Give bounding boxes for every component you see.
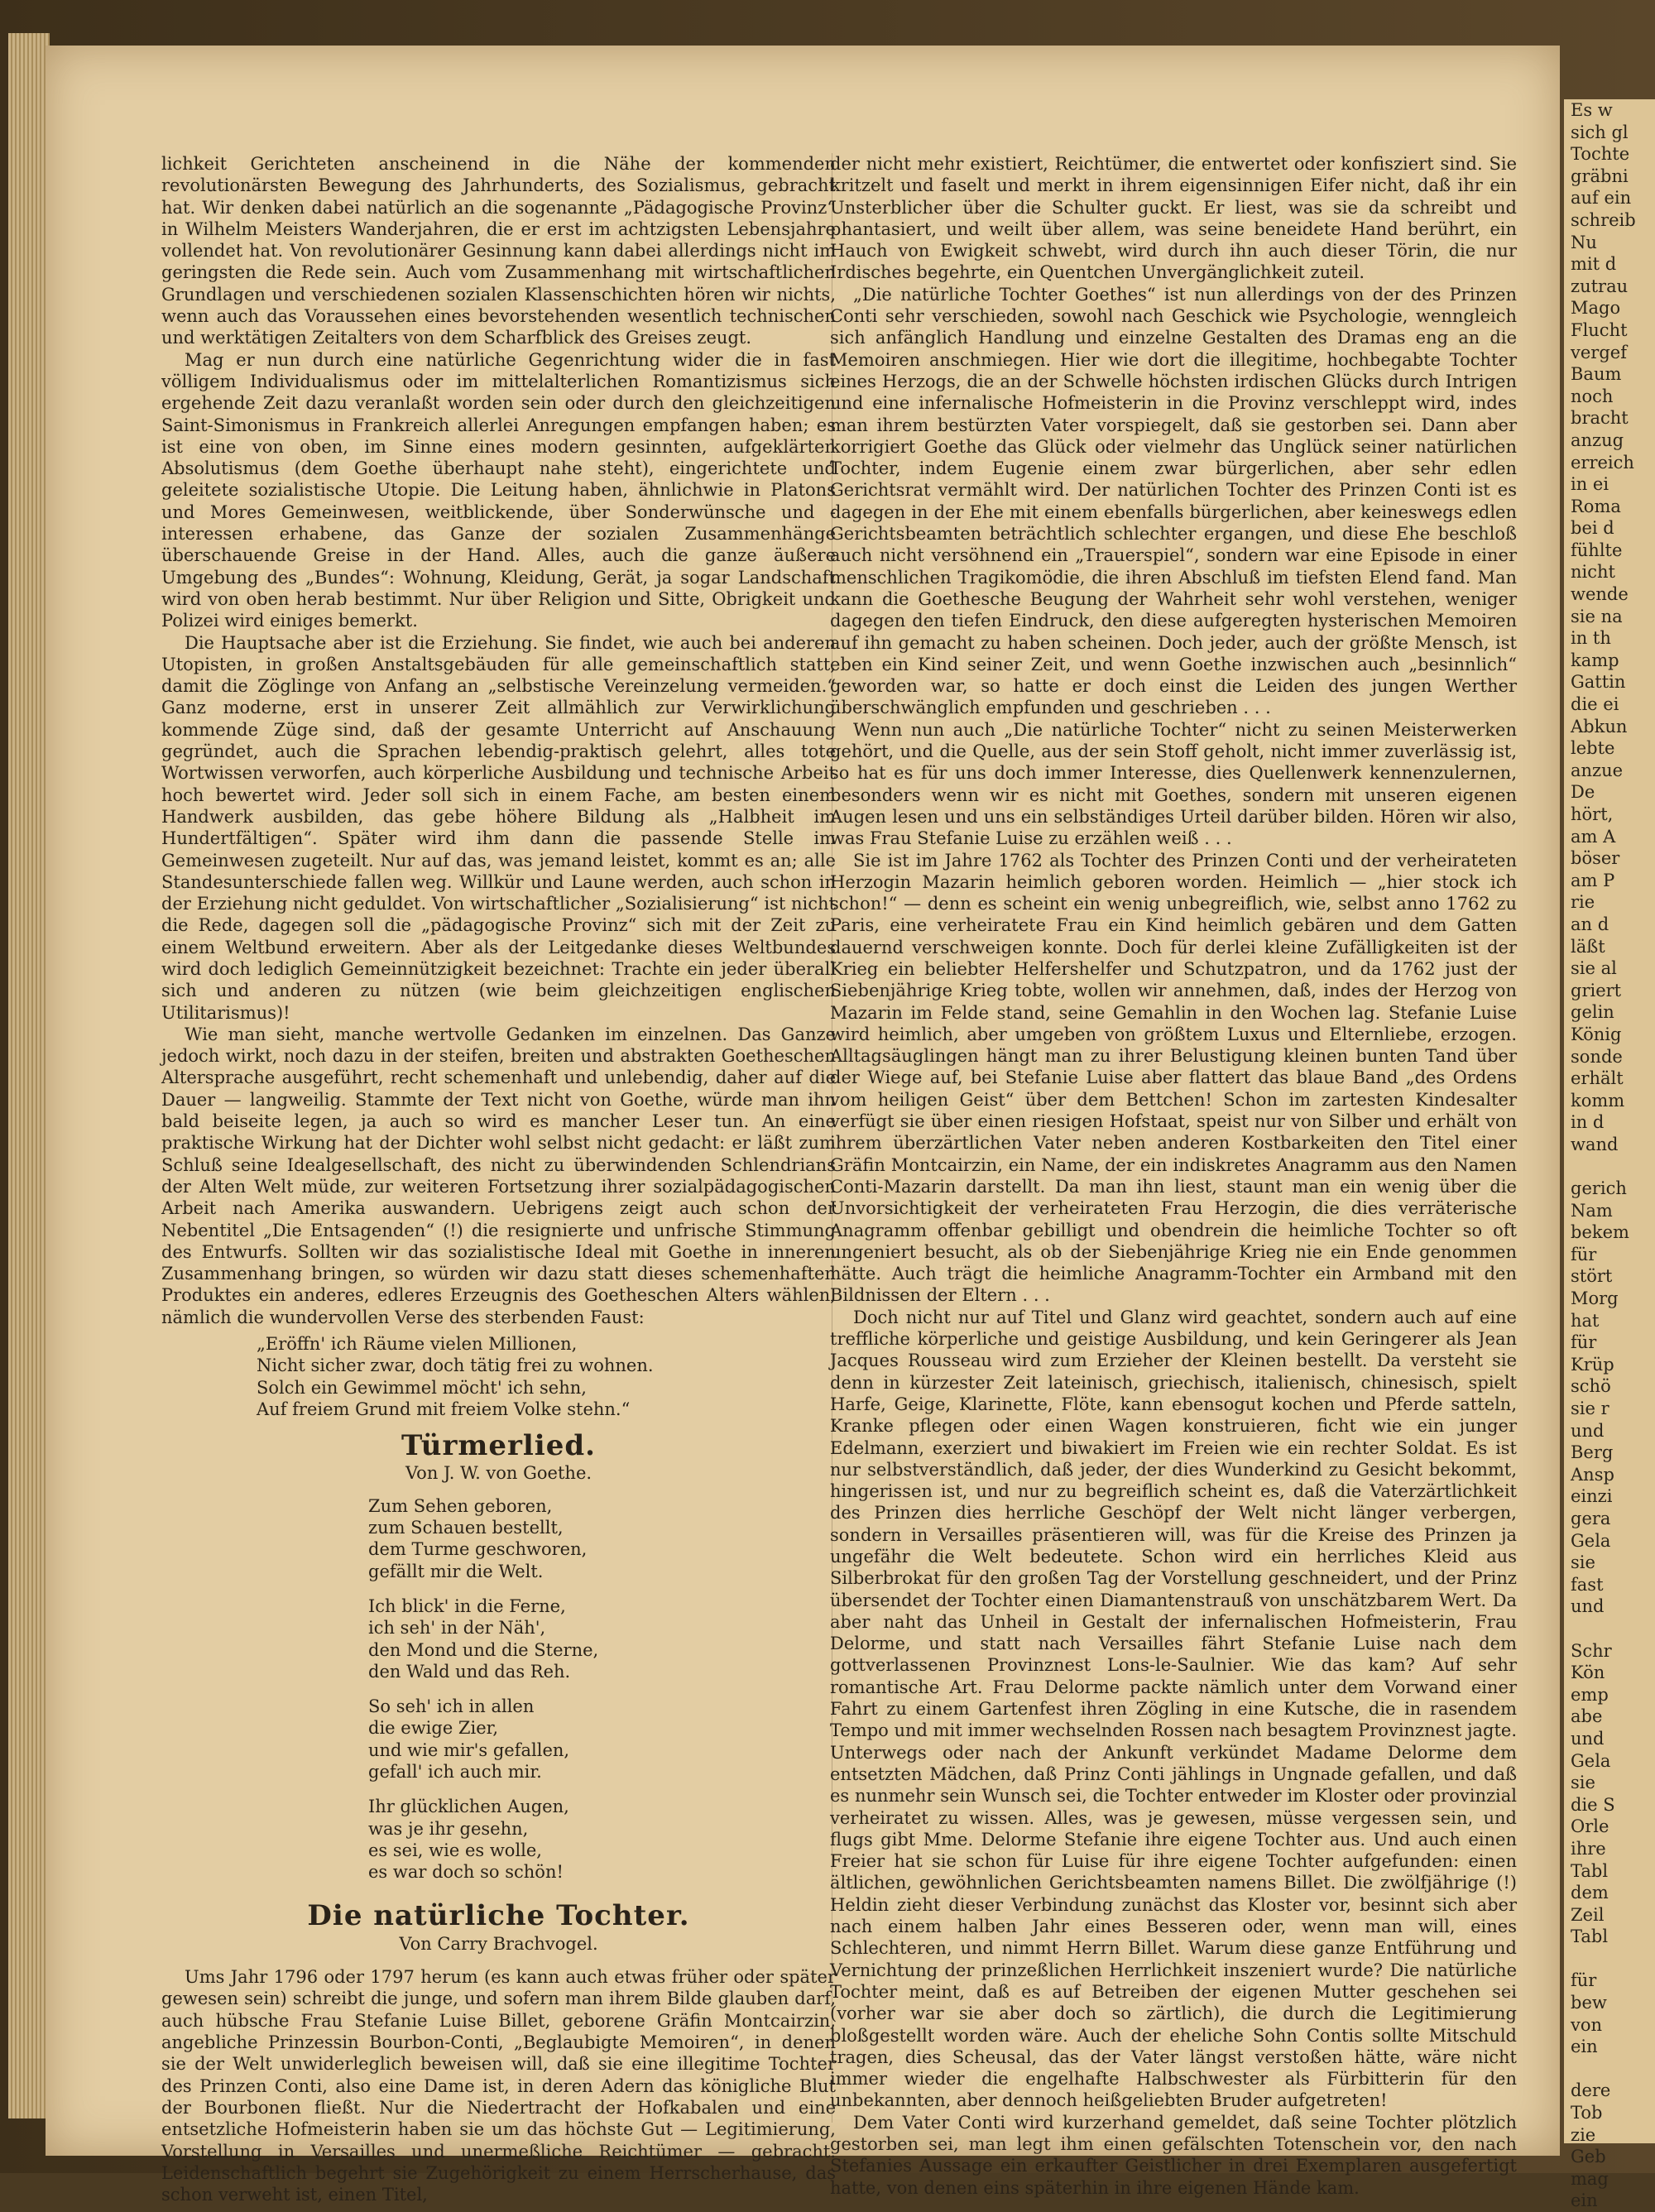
stanza-line: gefällt mir die Welt. — [368, 1561, 544, 1581]
facing-page-line: Tochte — [1571, 144, 1630, 165]
facing-page-line: wand — [1571, 1134, 1619, 1154]
paragraph: „Die natürliche Tochter Goethes“ ist nun allerdings von der des Prinzen Conti sehr verschieden, sowohl nach Geschick wie Psychologie, wenngleich sich anfänglich Handlung und einzelne Gestalten des Dramas eng an die Memoiren anschmiegen. Hier wie dort die illegitime, hochbegabte Tochter eines Herzogs, die an der Schwelle höchsten irdischen Glücks durch Intrigen und eine infernalische Hofmeisterin in die Provinz verschleppt wird, indes man ihrem bestürzten Vater vorspiegelt, daß sie gestorben sei. Dann aber korrigiert Goethe das Glück oder vielmehr das Unglück seiner natürlichen Tochter, indem Eugenie einem zwar bürgerlichen, aber sehr edlen Gerichtsrat vermählt wird. Der natürlichen Tochter des Prinzen Conti ist es dagegen in der Ehe mit einem ebenfalls bürgerlichen, aber keineswegs edlen Gerichtsbeamten beträchtlich schlechter ergangen, und diese Ehe beschloß auch nicht versöhnend ein „Trauerspiel“, sondern war eine Episode in einer menschlichen Tragikomödie, die ihren Abschluß im tiefsten Elend fand. Man kann die Goethesche Beugung der Wahrheit sehr wohl verstehen, weniger dagegen den tiefen Eindruck, den diese aufgeregten hysterischen Memoiren auf ihn gemacht zu haben scheinen. Doch jeder, auch der größte Mensch, ist eben ein Kind seiner Zeit, und wenn Goethe inzwischen auch „besinnlich“ geworden war, so hatte er doch einst die Leiden des jungen Werther überschwänglich empfunden und geschrieben . . . — [830, 284, 1517, 718]
facing-page-line: bew — [1571, 1993, 1607, 2013]
facing-page-line: wende — [1571, 584, 1629, 605]
facing-page-line: Schr — [1571, 1640, 1612, 1661]
facing-page-line: gelin — [1571, 1002, 1614, 1023]
verse-line: Nicht sicher zwar, doch tätig frei zu wohnen. — [257, 1356, 654, 1376]
faust-quote — [257, 1333, 836, 1420]
facing-page-line: sie — [1571, 1552, 1595, 1573]
article-byline: Von Carry Brachvogel. — [399, 1933, 598, 1954]
facing-page-line: fast — [1571, 1574, 1604, 1595]
facing-page-line: Flucht — [1571, 319, 1628, 340]
facing-page-line: erreich — [1571, 452, 1634, 473]
stanza-line: und wie mir's gefallen, — [368, 1739, 570, 1760]
facing-page-line — [1564, 1618, 1655, 1640]
paragraph: lichkeit Gerichteten anscheinend in die Nähe der kommenden revolutionärsten Bewegung des Jahrhunderts, des Sozialismus, gebracht hat. Wir denken dabei natürlich an die sogenannte „Pädagogische Provinz“ in Wilhelm Meisters Wanderjahren, die er erst im achtzigsten Lebensjahre vollendet hat. Von revolutionärer Gesinnung kann dabei allerdings nicht im geringsten die Rede sein. Auch vom Zusammenhang mit wirtschaftlichen Grundlagen und verschiedenen sozialen Klassenschichten hören wir nichts, wenn auch das Voraussehen eines bevorstehenden wesentlich technischen und werktätigen Zeitalters von dem Scharfblick des Greises zeugt. — [161, 154, 836, 348]
facing-page-line: für — [1571, 1332, 1597, 1353]
facing-page-line: Gattin — [1571, 672, 1626, 693]
stanza-line: was je ihr gesehn, — [368, 1818, 529, 1839]
facing-page-line: dem — [1571, 1883, 1609, 1903]
facing-page-line: abe — [1571, 1706, 1603, 1727]
facing-page-line: in d — [1571, 1112, 1605, 1133]
facing-page-line: komm — [1571, 1090, 1625, 1111]
stanza-line: Zum Sehen geboren, — [368, 1495, 553, 1516]
facing-page-line: nicht — [1571, 562, 1615, 583]
facing-page-line: ein — [1571, 2037, 1598, 2057]
paragraph: Wie man sieht, manche wertvolle Gedanken im einzelnen. Das Ganze jedoch wirkt, noch dazu in der steifen, breiten und abstrakten Goetheschen Altersprache ausgeführt, recht schemenhaft und unlebendig, daher auf die Dauer — langweilig. Stammte der Text nicht von Goethe, würde man ihn bald beiseite legen, ja auch so wird es mancher Leser tun. An eine praktische Wirkung hat der Dichter wohl selbst nicht gedacht: er läßt zum Schluß seine Idealgesellschaft, des nicht zu überwindenden Schlendrians der Alten Welt müde, zur weiteren Fortsetzung ihrer sozialpädagogischen Arbeit nach Amerika auswandern. Uebrigens zeigt auch schon der Nebentitel „Die Entsagenden“ (!) die resignierte und unfrische Stimmung des Entwurfs. Sollten wir das sozialistische Ideal mit Goethe in inneren Zusammenhang bringen, so würden wir dazu statt dieses schemenhaften Produktes ein anderes, edleres Erzeugnis des Goetheschen Alters wählen, nämlich die wundervollen Verse des sterbenden Faust: — [161, 1024, 836, 1327]
facing-page-line: stört — [1571, 1266, 1613, 1287]
stanza-line: den Mond und die Sterne, — [368, 1639, 599, 1660]
facing-page-line: schö — [1571, 1376, 1611, 1397]
facing-page-line: die ei — [1571, 694, 1619, 715]
facing-page-line: gerich — [1571, 1178, 1627, 1199]
facing-page-line: zie — [1571, 2124, 1596, 2145]
facing-page-line: rie — [1571, 892, 1595, 913]
facing-page-line: sie al — [1571, 958, 1617, 979]
stanza-line: den Wald und das Reh. — [368, 1661, 571, 1682]
facing-page-line: erhält — [1571, 1068, 1624, 1089]
paragraph: Doch nicht nur auf Titel und Glanz wird geachtet, sondern auch auf eine treffliche körperliche und geistige Ausbildung, und kein Geringerer als Jean Jacques Rousseau wird zum Erzieher der Kleinen bestellt. Da versteht sie denn in kürzester Zeit lateinisch, griechisch, italienisch, chinesisch, spielt Harfe, Geige, Klarinette, Flöte, kann ebensogut kochen und Pferde satteln, Kranke pflegen oder einen Wagen konstruieren, ficht wie ein junger Edelmann, exerziert und biwakiert im Freien wie ein rechter Soldat. Es ist nur selbstverständlich, daß jeder, der dies Wunderkind zu Gesicht bekommt, hingerissen ist, und nur zu begreiflich scheint es, daß die Vaterzärtlichkeit des Prinzen dies herrliche Geschöpf der Welt nicht länger verbergen, sondern in Versailles präsentieren will, was für die Kreise des Prinzen ja ungefähr die Welt bedeutete. Schon wird ein herrliches Kleid aus Silberbrokat für den großen Tag der Vorstellung geschneidert, und der Prinz übersendet der Tochter einen Diamantenstrauß von unschätzbarem Wert. Da aber naht das Unheil in Gestalt der infernalischen Hofmeisterin, Frau Delorme, und statt nach Versailles fährt Stefanie Luise nach dem gottverlassenen Provinznest Lons-le-Saulnier. Wie das kam? Auf sehr romantische Art. Frau Delorme packte nämlich unter dem Vorwand einer Fahrt zu einem Gartenfest ihren Zögling in eine Kutsche, die in rasendem Tempo und mit immer wechselnden Rossen nach besagtem Provinznest jagte. Unterwegs oder nach der Ankunft verkündet Madame Delorme dem entsetzten Mädchen, daß Prinz Conti jählings in Ungnade gefallen, und daß es nunmehr sein Wunsch sei, die Tochter entweder im Kloster oder provinzial verheiratet zu wissen. Alles, was je gewesen, müsse vergessen sein, und flugs gibt Mme. Delorme Stefanie ihre eigene Tochter aus. Und auch einen Freier hat sie schon für Luise für ihre eigene Tochter aufgefunden: einen ältlichen, gewöhnlichen Gerichtsbeamten namens Billet. Die zwölfjährige (!) Heldin zieht dieser Verbindung zunächst das Kloster vor, besinnt sich aber nach einem halben Jahr eines Besseren oder, wenn man will, eines Schlechteren, und nimmt Herrn Billet. Warum diese ganze Entführung und Vernichtung der prinzeßlichen Herrlichkeit inszeniert wurde? Die natürliche Tochter meint, daß es auf Betreiben der eigenen Mutter geschehen sei (vorher war sie aber doch so zärtlich), die durch die Legitimierung bloßgestellt worden wäre. Auch der eheliche Sohn Contis sollte Mitschuld tragen, dies Scheusal, das der Vater längst verstoßen hätte, wäre nicht immer wieder die engelhafte Halbschwester als Fürbitterin für den unbekannten, aber dennoch heißgeliebten Bruder aufgetreten! — [830, 1307, 1517, 2111]
article-title: Die natürliche Tochter. — [307, 1898, 690, 1932]
facing-page-line: böser — [1571, 848, 1620, 869]
facing-page-line: und — [1571, 1596, 1605, 1617]
paragraph: der nicht mehr existiert, Reichtümer, die entwertet oder konfisziert sind. Sie kritzelt und faselt und merkt in ihrem eigensinnigen Eifer nicht, daß ihr ein Unsterblicher über die Schulter guckt. Er liest, was sie da schreibt und phantasiert, und weilt über allem, was seine beneidete Hand berührt, ein Hauch von Ewigkeit schwebt, wird durch ihn auch dieser Törin, die nur Irdisches begehrte, ein Quentchen Unvergänglichkeit zuteil. — [830, 154, 1517, 283]
facing-page-line: Es w — [1571, 100, 1613, 120]
facing-page-line: fühlte — [1571, 540, 1623, 560]
stanza-line: zum Schauen bestellt, — [368, 1518, 564, 1538]
facing-page-line: vergef — [1571, 342, 1627, 362]
facing-page-line: Tob — [1571, 2103, 1603, 2123]
facing-page-line: und — [1571, 1420, 1605, 1441]
poem-byline: Von J. W. von Goethe. — [405, 1462, 592, 1483]
facing-page-line: auf ein — [1571, 188, 1632, 209]
page-stack-edge — [8, 33, 50, 2118]
facing-page-line: anzue — [1571, 760, 1624, 780]
right-column — [830, 153, 1517, 2199]
stanza — [161, 1495, 836, 1582]
stanza-line: Ich blick' in die Ferne, — [368, 1596, 566, 1616]
facing-page-line: Orle — [1571, 1816, 1609, 1837]
facing-page-line: hört, — [1571, 804, 1614, 824]
facing-page-line: Nu — [1571, 232, 1597, 252]
facing-page-line: zutrau — [1571, 276, 1629, 296]
facing-page-line: Roma — [1571, 496, 1621, 516]
facing-page-line: sie — [1571, 1773, 1595, 1793]
stanza-line: es war doch so schön! — [368, 1862, 564, 1883]
facing-page-line: hat — [1571, 1310, 1600, 1331]
paragraph: Mag er nun durch eine natürliche Gegenrichtung wider die in fast völligem Individualismus oder im mittelalterlichen Romantizismus sich ergehende Zeit dazu veranlaßt worden sein oder durch den gleichzeitigen Saint-Simonismus in Frankreich allerlei Anregungen empfangen haben; es ist eine von oben, im Sinne eines modern gesinnten, aufgeklärten Absolutismus (dem Goethe überhaupt nahe steht), eingerichtete und geleitete sozialistische Utopie. Die Leitung haben, ähnlichwie in Platons und Mores Gemeinwesen, weitblickende, über Sonderwünsche und -interessen erhabene, das Ganze der sozialen Zusammenhänge überschauende Greise in der Hand. Alles, auch die ganze äußere Umgebung des „Bundes“: Wohnung, Kleidung, Gerät, ja sogar Landschaft wird von oben herab bestimmt. Nur über Religion und Sitte, Obrigkeit und Polizei wird einiges bemerkt. — [161, 349, 836, 631]
facing-page-line: sonde — [1571, 1046, 1623, 1067]
facing-page-line: Berg — [1571, 1442, 1614, 1463]
paragraph: Wenn nun auch „Die natürliche Tochter“ nicht zu seinen Meisterwerken gehört, und die Quelle, aus der sein Stoff geholt, nicht immer zuverlässig ist, so hat es für uns doch immer Interesse, dies Quellenwerk kennenzulernen, besonders wenn wir es nicht mit Goethes, sondern mit unseren eigenen Augen lesen und uns ein selbständiges Urteil darüber bilden. Hören wir also, was Frau Stefanie Luise zu erzählen weiß . . . — [830, 719, 1517, 849]
facing-page-line: mit d — [1571, 254, 1617, 275]
facing-page-line: und — [1571, 1728, 1605, 1749]
facing-page-line: bracht — [1571, 408, 1629, 429]
facing-page-line: Gela — [1571, 1530, 1611, 1551]
stanza-line: die ewige Zier, — [368, 1718, 499, 1739]
facing-page-line: lebte — [1571, 738, 1615, 759]
facing-page-line: Abkun — [1571, 716, 1628, 737]
facing-page-line — [1564, 1948, 1655, 1970]
facing-page-line: Ansp — [1571, 1464, 1614, 1485]
facing-page-line — [1564, 1156, 1655, 1178]
facing-page-edge — [1564, 99, 1655, 2211]
facing-page-line: Mago — [1571, 298, 1621, 319]
facing-page-line: für — [1571, 1244, 1597, 1264]
facing-page-line: dere — [1571, 2080, 1611, 2101]
facing-page-line: schreib — [1571, 209, 1636, 230]
left-column — [161, 153, 836, 2205]
stanza-line: Ihr glücklichen Augen, — [368, 1797, 569, 1817]
facing-page-line: die S — [1571, 1794, 1615, 1815]
facing-page-line: gera — [1571, 1509, 1611, 1528]
facing-page-line: einzi — [1571, 1486, 1613, 1507]
stanza-line: gefall' ich auch mir. — [368, 1762, 542, 1783]
facing-page-line: Tabl — [1571, 1860, 1609, 1881]
facing-page-line: Kön — [1571, 1663, 1605, 1683]
stanza-line: ich seh' in der Näh', — [368, 1618, 546, 1639]
facing-page-line: emp — [1571, 1684, 1609, 1705]
facing-page-line: sie na — [1571, 606, 1623, 626]
facing-page-line: an d — [1571, 914, 1609, 934]
paragraph: Die Hauptsache aber ist die Erziehung. Sie findet, wie auch bei anderen Utopisten, in großen Anstaltsgebäuden für alle gemeinschaftlich statt, damit die Zöglinge von Anfang an „selbstische Vereinzelung vermeiden.“ Ganz moderne, erst in unserer Zeit allmählich zur Verwirklichung kommende Züge sind, daß der gesamte Unterricht auf Anschauung gegründet, auch die Sprachen lebendig-praktisch gelehrt, alles tote Wortwissen verworfen, auch körperliche Ausbildung und technische Arbeit hoch bewertet wird. Jeder soll sich in einem Fache, am besten einem Handwerk ausbilden, das gebe höhere Bildung als „Halbheit im Hundertfältigen“. Später wird ihm dann die passende Stelle im Gemeinwesen zugeteilt. Nur auf das, was jemand leistet, kommt es an; alle Standesunterschiede fallen weg. Willkür und Laune werden, auch schon in der Erziehung nicht geduldet. Von wirtschaftlicher „Sozialisierung“ ist nicht die Rede, dagegen soll die „pädagogische Provinz“ sich mit der Zeit zu einem Weltbund erweitern. Aber als der Leitgedanke dieses Weltbundes wird doch lediglich Gemeinnützigkeit bezeichnet: Trachte ein jeder überall sich und anderen zu nützen (wie beim gleichzeitigen englischen Utilitarismus)! — [161, 632, 836, 1023]
facing-page-line: Baum — [1571, 364, 1622, 385]
verse-line: „Eröffn' ich Räume vielen Millionen, — [257, 1334, 578, 1355]
stanza-line: dem Turme geschworen, — [368, 1539, 588, 1560]
facing-page-line: bekem — [1571, 1222, 1629, 1243]
facing-page-line: gräbni — [1571, 166, 1629, 186]
stanza — [161, 1595, 836, 1682]
facing-page-line: sich gl — [1571, 122, 1629, 142]
facing-page-line: bei d — [1571, 518, 1614, 539]
stanza-line: es sei, wie es wolle, — [368, 1840, 542, 1860]
facing-page-line: sie r — [1571, 1399, 1609, 1419]
verse-line: Solch ein Gewimmel möcht' ich sehn, — [257, 1377, 587, 1398]
stanza — [161, 1696, 836, 1783]
facing-page-line: griert — [1571, 980, 1622, 1000]
stanza — [161, 1796, 836, 1883]
facing-page-line: von — [1571, 2014, 1603, 2035]
facing-page-line — [1564, 2058, 1655, 2080]
facing-page-line: Geb — [1571, 2147, 1606, 2167]
facing-page-line: Gela — [1571, 1750, 1611, 1771]
stanza-line: So seh' ich in allen — [368, 1696, 535, 1717]
facing-page-line: König — [1571, 1024, 1622, 1044]
facing-page-line: De — [1571, 782, 1595, 803]
facing-page-line: Tabl — [1571, 1927, 1609, 1947]
facing-page-line: ihre — [1571, 1838, 1606, 1859]
poem-title: Türmerlied. — [401, 1429, 596, 1463]
facing-page-line: mag — [1571, 2168, 1609, 2189]
paragraph: Ums Jahr 1796 oder 1797 herum (es kann auch etwas früher oder später gewesen sein) schreibt die junge, und sofern man ihrem Bilde glauben darf, auch hübsche Frau Stefanie Luise Billet, geborene Gräfin Montcairzin, angebliche Prinzessin Bourbon-Conti, „Beglaubigte Memoiren“, in denen sie der Welt unwiderleglich beweisen will, daß sie eine illegitime Tochter des Prinzen Conti, also eine Dame ist, in deren Adern das königliche Blut der Bourbonen fließt. Nur die Niedertracht der Hofkabalen und eine entsetzliche Hofmeisterin haben sie um das höchste Gut — Legitimierung, Vorstellung in Versailles und unermeßliche Reichtümer — gebracht. Leidenschaftlich begehrt sie Zugehörigkeit zu einem Herrscherhause, das schon verweht ist, einen Titel, — [161, 1967, 836, 2205]
facing-page-line: noch — [1571, 386, 1614, 406]
facing-page-line: Nam — [1571, 1200, 1613, 1221]
facing-page-line: ein — [1571, 2190, 1598, 2211]
facing-page-line: Zeil — [1571, 1904, 1605, 1925]
facing-page-line: in th — [1571, 628, 1611, 649]
facing-page-line: für — [1571, 1970, 1597, 1991]
paragraph: Dem Vater Conti wird kurzerhand gemeldet, daß seine Tochter plötzlich gestorben sei, man legt ihm einen gefälschten Totenschein vor, den nach Stefanies Aussage ein erkaufter Geistlicher in drei Exemplaren ausgefertigt hatte, von denen eins späterhin in ihre eigenen Hände kam. — [830, 2112, 1517, 2198]
facing-page-line: in ei — [1571, 474, 1609, 495]
facing-page-line: Krüp — [1571, 1354, 1614, 1375]
facing-page-line: am P — [1571, 870, 1615, 890]
verse-line: Auf freiem Grund mit freiem Volke stehn.“ — [257, 1399, 631, 1419]
paragraph: Sie ist im Jahre 1762 als Tochter des Prinzen Conti und der verheirateten Herzogin Mazarin heimlich geboren worden. Heimlich — „hier stock ich schon!“ — denn es scheint ein wenig unbegreiflich, wie, selbst anno 1762 zu Paris, eine verheiratete Frau ein Kind heimlich gebären und dem Gatten dauernd verschweigen konnte. Doch für derlei kleine Zufälligkeiten ist der Krieg ein beliebter Helfershelfer und Schutzpatron, und da 1762 just der Siebenjährige Krieg tobte, wollen wir annehmen, daß, indes der Herzog von Mazarin im Felde stand, seine Gemahlin in den Wochen lag. Stefanie Luise wird heimlich, aber umgeben von größtem Luxus und Elternliebe, erzogen. Alltagsäuglingen hängt man zu ihrer Belustigung kleinen bunten Tand über der Wiege auf, bei Stefanie Luise aber flattert das blaue Band „des Ordens vom heiligen Geist“ über dem Bettchen! Schon im zartesten Kindesalter verfügt sie über einen riesigen Hofstaat, speist nur von Silber und erhält von ihrem überzärtlichen Vater neben anderen Kostbarkeiten den Titel einer Gräfin Montcairzin, ein Name, der ein indiskretes Anagramm aus den Namen Conti-Mazarin darstellt. Da man ihn liest, staunt man ein wenig über die Unvorsichtigkeit der verheirateten Frau Herzogin, die dies verräterische Anagramm offenbar gebilligt und obendrein die heimliche Tochter so oft ungeniert besucht, als ob der Siebenjährige Krieg nie ein Ende genommen hätte. Auch trägt die heimliche Anagramm-Tochter ein Armband mit den Bildnissen der Eltern . . . — [830, 850, 1517, 1306]
facing-page-line: Morg — [1571, 1288, 1619, 1309]
facing-page-line: kamp — [1571, 650, 1619, 670]
facing-page-line: läßt — [1571, 936, 1605, 957]
facing-page-line: am A — [1571, 826, 1616, 847]
facing-page-line: anzug — [1571, 429, 1624, 450]
